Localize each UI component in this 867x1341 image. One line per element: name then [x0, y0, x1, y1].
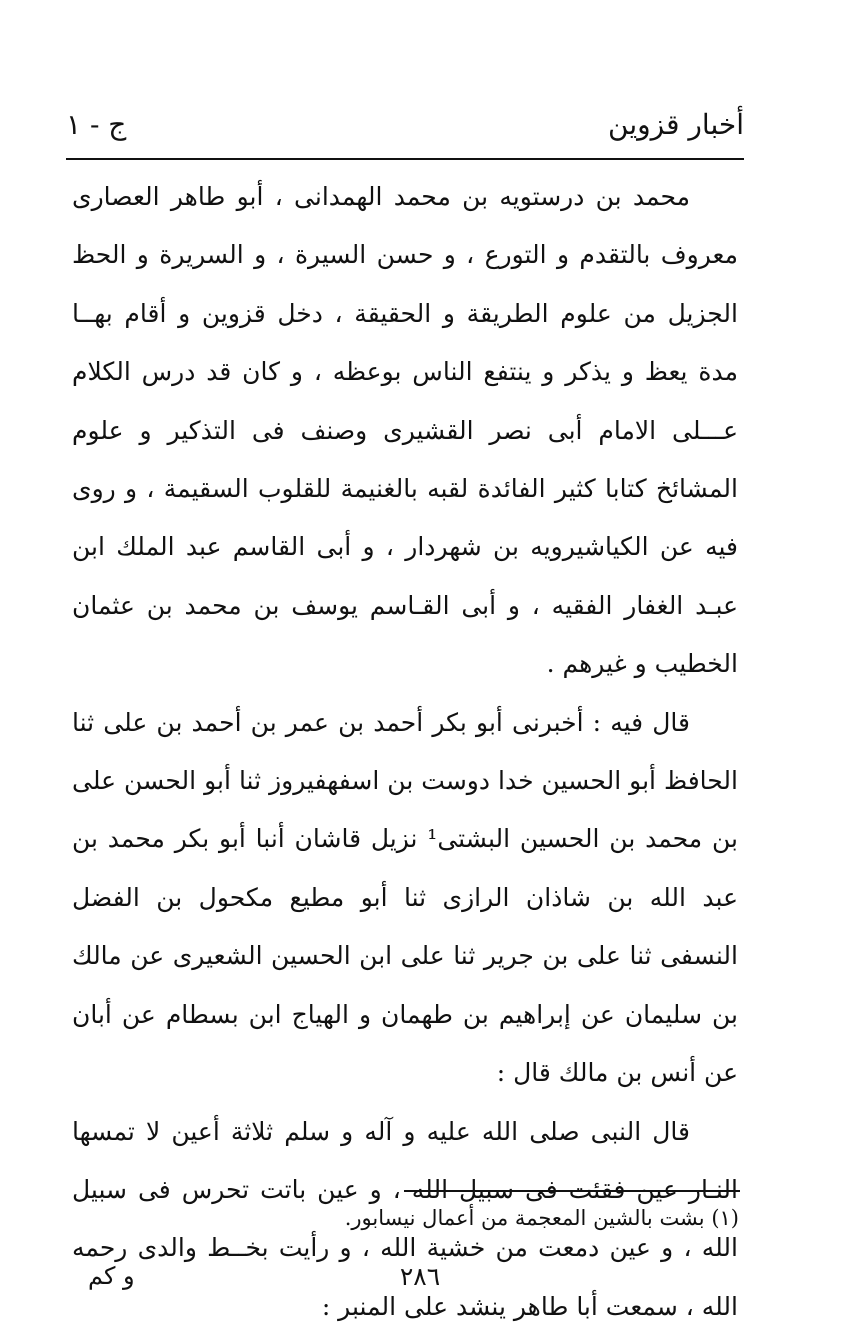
book-title: أخبار قزوين	[608, 108, 744, 141]
page-number: ٢٨٦	[399, 1262, 441, 1291]
paragraph-biography: محمد بن درستويه بن محمد الهمدانى ، أبو طاهر العصارى معروف بالتقدم و التورع ، و حسن السيرة ، و السريرة و الحظ الجزيل من علوم الطريقة و الحقيقة ، دخل قزوين و أقام بهــا مدة يعظ و يذكر و ينتفع الناس بوعظه ، و كان قد درس الكلام عـــلى الامام أبى نصر القشيرى وصنف فى التذكير و علوم المشائخ كتابا كثير الفائدة لقبه بالغنيمة للقلوب السقيمة ، و روى فيه عن الكياشيرويه بن شهردار ، و أبى القاسم عبد الملك ابن عبـد الغفار الفقيه ، و أبى القـاسم يوسف بن محمد بن عثمان الخطيب و غيرهم .	[72, 182, 738, 679]
main-text	[72, 168, 738, 1336]
catchword: و كم	[88, 1262, 135, 1290]
paragraph-hadith: قال النبى صلى الله عليه و آله و سلم ثلاثة أعين لا تمسها النـار عين فقئت فى سبيل الله ، و عين باتت تحرس فى سبيل الله ، و عين دمعت من خشية الله ، و رأيت بخــط والدى رحمه الله ، سمعت أبا طاهر ينشد على المنبر :	[72, 1116, 738, 1321]
footnote: (١) بشت بالشين المعجمة من أعمال نيسابور.	[344, 1206, 739, 1230]
running-header	[66, 104, 744, 156]
footnote-divider	[404, 1190, 740, 1192]
header-divider	[66, 158, 744, 160]
volume-number: ج - ١	[66, 108, 127, 141]
paragraph-isnad: قال فيه : أخبرنى أبو بكر أحمد بن عمر بن أحمد بن على ثنا الحافظ أبو الحسين خدا دوست بن اسفهفيروز ثنا أبو الحسن على بن محمد بن الحسين البشتى¹ نزيل قاشان أنبا أبو بكر محمد بن عبد الله بن شاذان الرازى ثنا أبو مطيع مكحول بن الفضل النسفى ثنا على بن جرير ثنا على ابن الحسين الشعيرى عن مالك بن سليمان عن إبراهيم بن طهمان و الهياج ابن بسطام عن أبان عن أنس بن مالك قال :	[72, 707, 738, 1088]
